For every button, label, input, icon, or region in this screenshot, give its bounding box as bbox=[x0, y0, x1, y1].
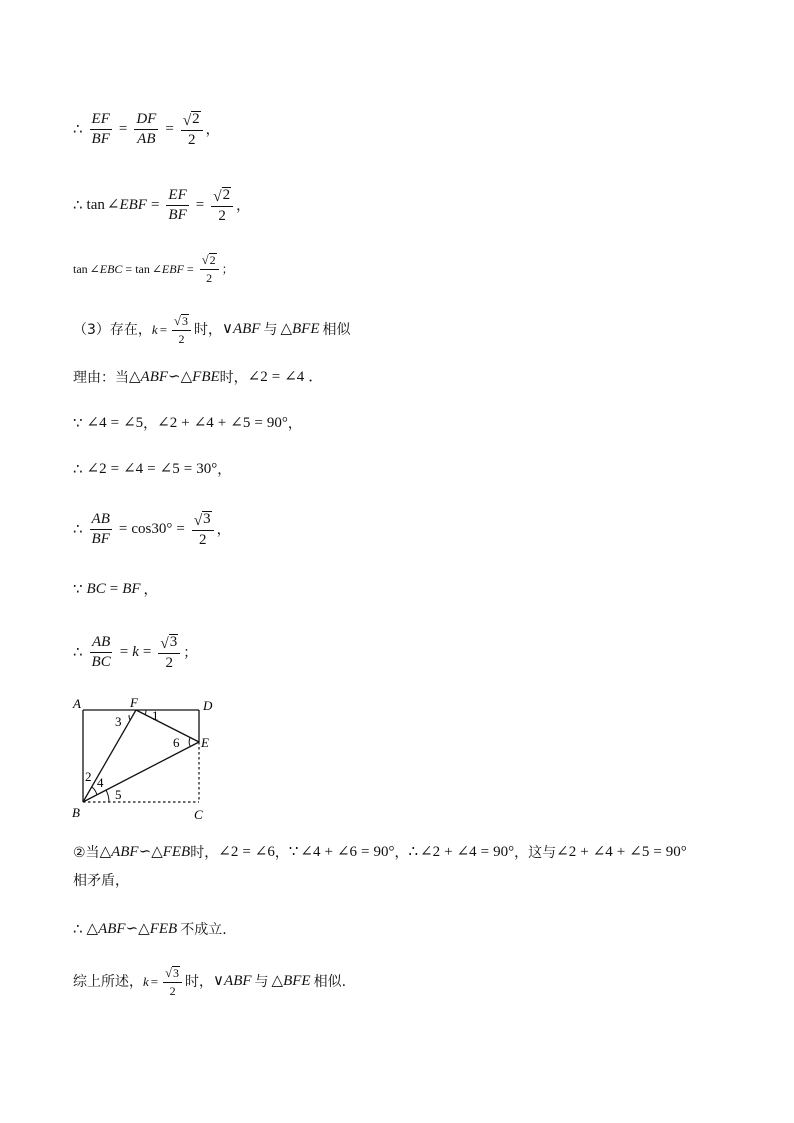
geometry-figure bbox=[66, 692, 226, 827]
angle-name: EBC bbox=[99, 261, 123, 276]
punctuation: ． bbox=[308, 369, 324, 385]
line-tan-ebc bbox=[73, 253, 234, 284]
punctuation: ， bbox=[236, 197, 251, 214]
fraction-df-ab bbox=[134, 112, 158, 149]
triangle-name: BFE bbox=[292, 321, 320, 338]
point-label-a: A bbox=[73, 696, 81, 711]
plus-sign: + bbox=[181, 415, 190, 431]
denominator: 2 bbox=[218, 207, 226, 224]
equals-sign: = bbox=[147, 461, 156, 477]
plus-sign: + bbox=[444, 844, 453, 860]
number-value: 90 bbox=[665, 844, 681, 860]
equals-sign: = bbox=[195, 197, 205, 214]
fraction-sqrt3-2 bbox=[163, 966, 182, 997]
fraction-ef-bf bbox=[166, 188, 188, 225]
summary-prefix: 综上所述， bbox=[73, 973, 143, 990]
denominator: BF bbox=[168, 207, 187, 224]
angle-arc-6 bbox=[189, 738, 190, 746]
angle-symbol: ∠ bbox=[336, 844, 350, 860]
therefore-symbol: ∴ bbox=[408, 844, 419, 860]
plus-sign: + bbox=[324, 844, 333, 860]
angle-number: 2 bbox=[230, 844, 239, 860]
numerator: AB bbox=[90, 512, 112, 531]
triangle-name: ABF bbox=[224, 973, 252, 990]
sqrt-expression bbox=[163, 966, 182, 983]
denominator: 2 bbox=[206, 270, 213, 285]
angle-symbol: ∠ bbox=[159, 461, 173, 477]
angle-label-6: 6 bbox=[173, 735, 180, 750]
equals-sign: = bbox=[150, 974, 159, 990]
line-case2 bbox=[73, 845, 687, 860]
angle-symbol: ∠ bbox=[106, 197, 120, 214]
radical-sign: √ bbox=[193, 511, 203, 529]
line-therefore-30 bbox=[73, 462, 231, 477]
number-value: 30 bbox=[151, 521, 167, 538]
plus-sign: + bbox=[616, 844, 626, 860]
equals-sign: = bbox=[165, 121, 174, 138]
triangle-symbol: △ bbox=[86, 921, 99, 937]
angle-name: EBF bbox=[119, 197, 147, 214]
cos-function: cos bbox=[131, 521, 152, 538]
angle-symbol: ∠ bbox=[556, 844, 569, 860]
triangle-symbol: △ bbox=[180, 369, 193, 385]
radical-sign: √ bbox=[213, 187, 222, 205]
angle-number: 5 bbox=[641, 844, 650, 860]
angle-number: 4 bbox=[296, 369, 305, 385]
denominator: 2 bbox=[178, 331, 185, 346]
radicand: 3 bbox=[203, 511, 211, 527]
radical-sign: √ bbox=[165, 966, 173, 980]
line-because-angles bbox=[73, 416, 302, 431]
fraction-ef-bf bbox=[90, 112, 112, 149]
equals-sign: = bbox=[176, 521, 185, 538]
angle-number: 2 bbox=[169, 415, 178, 431]
number-value: 30 bbox=[196, 461, 212, 477]
segment-name: BC bbox=[86, 581, 106, 597]
line-tan-ebf bbox=[73, 187, 250, 225]
line-bc-bf bbox=[73, 582, 158, 597]
point-label-f: F bbox=[130, 695, 138, 710]
denominator: BF bbox=[91, 531, 110, 548]
angle-number: 4 bbox=[605, 844, 613, 860]
line-summary bbox=[73, 966, 346, 997]
denominator: 2 bbox=[198, 531, 207, 548]
equals-sign: = bbox=[361, 844, 370, 860]
sqrt-expression bbox=[181, 111, 203, 131]
equals-sign: = bbox=[110, 415, 120, 431]
nabla-symbol: ∨ bbox=[213, 973, 225, 990]
fraction-ab-bf bbox=[90, 512, 112, 549]
angle-symbol: ∠ bbox=[300, 844, 313, 860]
tan-function: tan bbox=[73, 261, 88, 276]
angle-symbol: ∠ bbox=[86, 415, 100, 431]
angle-symbol: ∠ bbox=[284, 369, 297, 385]
equals-sign: = bbox=[109, 581, 119, 597]
line-ab-bc-k bbox=[73, 634, 197, 672]
tan-function: tan bbox=[86, 197, 105, 214]
similar-symbol: ∽ bbox=[125, 921, 139, 937]
text-when: 时， bbox=[193, 321, 222, 338]
numerator: EF bbox=[166, 188, 188, 207]
angle-symbol: ∠ bbox=[193, 415, 207, 431]
angle-symbol: ∠ bbox=[230, 415, 243, 431]
angle-symbol: ∠ bbox=[151, 261, 162, 276]
segment-name: BF bbox=[122, 581, 141, 597]
fraction-ab-bc bbox=[90, 635, 113, 672]
degree-symbol: ° bbox=[281, 415, 288, 431]
angle-symbol: ∠ bbox=[157, 415, 170, 431]
angle-arc-5 bbox=[106, 790, 109, 802]
point-label-b: B bbox=[72, 805, 80, 820]
punctuation: ， bbox=[394, 844, 409, 861]
angle-label-1: 1 bbox=[152, 708, 159, 723]
angle-symbol: ∠ bbox=[420, 844, 433, 860]
angle-number: 2 bbox=[99, 461, 107, 477]
angle-number: 2 bbox=[432, 844, 441, 860]
radical-sign: √ bbox=[160, 634, 169, 652]
equals-sign: = bbox=[118, 121, 128, 138]
angle-label-4: 4 bbox=[97, 775, 104, 790]
therefore-symbol: ∴ bbox=[73, 520, 83, 539]
angle-symbol: ∠ bbox=[247, 369, 261, 385]
angle-number: 5 bbox=[135, 415, 144, 431]
denominator: 2 bbox=[187, 131, 196, 148]
triangle-symbol: △ bbox=[129, 369, 141, 385]
equals-sign: = bbox=[142, 644, 152, 661]
radical-sign: √ bbox=[201, 253, 209, 267]
triangle-name: ABF bbox=[232, 321, 261, 338]
denominator: 2 bbox=[169, 983, 176, 998]
angle-number: 2 bbox=[568, 844, 577, 860]
triangle-name: FEB bbox=[149, 921, 178, 937]
numerator: DF bbox=[134, 112, 158, 131]
line-ab-bf-cos bbox=[73, 511, 231, 549]
degree-symbol: ° bbox=[388, 844, 395, 860]
angle-name: EBF bbox=[161, 261, 184, 276]
denominator: BF bbox=[91, 131, 110, 148]
radical-sign: √ bbox=[174, 314, 181, 328]
number-value: 90 bbox=[373, 844, 389, 860]
angle-label-5: 5 bbox=[115, 787, 122, 802]
text-similar-end: 相似. bbox=[313, 973, 347, 990]
angle-number: 6 bbox=[349, 844, 358, 860]
triangle-symbol: △ bbox=[280, 321, 292, 338]
variable-k: k bbox=[151, 322, 158, 338]
angle-symbol: ∠ bbox=[629, 844, 642, 860]
degree-symbol: ° bbox=[680, 844, 687, 860]
angle-number: 4 bbox=[99, 415, 107, 431]
punctuation: ， bbox=[143, 581, 158, 598]
variable-k: k bbox=[132, 644, 139, 661]
case2-prefix: ②当 bbox=[73, 844, 100, 861]
text-when: 时， bbox=[190, 844, 219, 861]
angle-arc-1 bbox=[145, 710, 146, 715]
degree-symbol: ° bbox=[211, 461, 218, 477]
sqrt-expression bbox=[211, 187, 233, 207]
radicand: 3 bbox=[169, 634, 178, 650]
radicand: 2 bbox=[209, 253, 216, 267]
reason-prefix: 理由：当 bbox=[73, 369, 129, 386]
equals-sign: = bbox=[271, 369, 281, 385]
sqrt-expression bbox=[172, 314, 191, 331]
radicand: 3 bbox=[181, 314, 188, 328]
fraction-sqrt3-2 bbox=[158, 634, 180, 672]
number-value: 90 bbox=[266, 415, 282, 431]
triangle-name: ABF bbox=[98, 921, 126, 937]
text-when: 时， bbox=[219, 369, 248, 386]
radicand: 3 bbox=[173, 966, 180, 980]
variable-k: k bbox=[143, 974, 149, 990]
fraction-sqrt2-2 bbox=[200, 253, 219, 284]
denominator: BC bbox=[91, 654, 111, 671]
text-contradict-with: ，这与 bbox=[514, 844, 557, 861]
similar-symbol: ∽ bbox=[168, 369, 181, 385]
angle-symbol: ∠ bbox=[218, 844, 231, 860]
equals-sign: = bbox=[186, 261, 194, 276]
therefore-symbol: ∴ bbox=[73, 920, 83, 938]
point-label-d: D bbox=[203, 698, 213, 713]
angle-number: 4 bbox=[469, 844, 477, 860]
triangle-name: FBE bbox=[192, 369, 220, 385]
equals-sign: = bbox=[183, 461, 193, 477]
because-symbol: ∵ bbox=[73, 414, 83, 432]
degree-symbol: ° bbox=[166, 521, 173, 538]
plus-sign: + bbox=[580, 844, 589, 860]
equals-sign: = bbox=[254, 415, 263, 431]
line-ratio-ef-bf bbox=[73, 111, 220, 149]
fraction-sqrt2-2 bbox=[181, 111, 203, 149]
punctuation: ， bbox=[143, 415, 158, 432]
angle-symbol: ∠ bbox=[254, 844, 268, 860]
angle-number: 2 bbox=[260, 369, 268, 385]
text-similar: 相似 bbox=[322, 321, 351, 338]
triangle-name: ABF bbox=[111, 844, 139, 860]
therefore-symbol: ∴ bbox=[73, 196, 83, 215]
punctuation: ， bbox=[287, 415, 302, 432]
text-contradiction: 相矛盾， bbox=[73, 873, 129, 889]
angle-label-2: 2 bbox=[85, 769, 92, 784]
because-symbol: ∵ bbox=[288, 844, 299, 860]
punctuation: ； bbox=[183, 644, 198, 661]
similar-symbol: ∽ bbox=[138, 844, 152, 860]
angle-symbol: ∠ bbox=[89, 261, 100, 276]
punctuation: ； bbox=[221, 261, 234, 276]
equals-sign: = bbox=[118, 521, 128, 538]
triangle-symbol: △ bbox=[151, 844, 163, 860]
text-not-hold: 不成立. bbox=[180, 921, 227, 938]
punctuation: ， bbox=[216, 521, 231, 538]
punctuation: ， bbox=[217, 461, 232, 478]
line-reason bbox=[73, 370, 323, 385]
angle-symbol: ∠ bbox=[86, 461, 100, 477]
fraction-sqrt3-2 bbox=[192, 511, 214, 549]
text-and: 与 bbox=[263, 321, 278, 338]
angle-arc-3 bbox=[129, 715, 130, 720]
fraction-sqrt3-2 bbox=[172, 314, 191, 345]
denominator: 2 bbox=[165, 654, 173, 671]
equals-sign: = bbox=[119, 644, 129, 661]
triangle-name: ABF bbox=[140, 369, 169, 385]
equals-sign: = bbox=[480, 844, 490, 860]
radicand: 2 bbox=[222, 187, 231, 203]
sqrt-expression bbox=[200, 253, 219, 270]
triangle-symbol: △ bbox=[99, 844, 112, 860]
point-label-e: E bbox=[201, 735, 209, 750]
numerator: AB bbox=[90, 635, 112, 654]
equals-sign: = bbox=[653, 844, 662, 860]
sqrt-expression bbox=[192, 511, 214, 531]
line-contradiction bbox=[73, 874, 129, 888]
therefore-symbol: ∴ bbox=[73, 460, 83, 478]
equals-sign: = bbox=[150, 197, 160, 214]
nabla-symbol: ∨ bbox=[221, 321, 233, 338]
numerator: EF bbox=[90, 112, 112, 131]
angle-number: 4 bbox=[206, 415, 214, 431]
equals-sign: = bbox=[242, 844, 251, 860]
angle-symbol: ∠ bbox=[123, 461, 136, 477]
triangle-symbol: △ bbox=[271, 973, 284, 990]
punctuation: ， bbox=[205, 121, 220, 138]
plus-sign: + bbox=[217, 415, 227, 431]
equals-sign: = bbox=[125, 261, 133, 276]
angle-number: 6 bbox=[267, 844, 275, 860]
angle-number: 4 bbox=[135, 461, 144, 477]
tan-function: tan bbox=[135, 261, 150, 276]
angle-symbol: ∠ bbox=[123, 415, 136, 431]
angle-symbol: ∠ bbox=[592, 844, 606, 860]
fraction-sqrt2-2 bbox=[211, 187, 233, 225]
radical-sign: √ bbox=[182, 111, 192, 129]
angle-label-3: 3 bbox=[115, 714, 122, 729]
part3-prefix: （3）存在， bbox=[73, 321, 152, 338]
because-symbol: ∵ bbox=[73, 580, 83, 598]
line-not-hold bbox=[73, 922, 227, 937]
equals-sign: = bbox=[110, 461, 120, 477]
number-value: 90 bbox=[493, 844, 509, 860]
sqrt-expression bbox=[158, 634, 180, 654]
text-and: 与 bbox=[254, 973, 269, 990]
line-part3-statement bbox=[73, 314, 351, 345]
point-label-c: C bbox=[194, 807, 203, 822]
therefore-symbol: ∴ bbox=[73, 120, 83, 139]
radicand: 2 bbox=[192, 111, 200, 127]
therefore-symbol: ∴ bbox=[73, 643, 83, 662]
text-when: 时， bbox=[185, 973, 214, 990]
punctuation: ， bbox=[274, 844, 289, 861]
angle-number: 4 bbox=[312, 844, 321, 860]
angle-symbol: ∠ bbox=[456, 844, 470, 860]
degree-symbol: ° bbox=[508, 844, 515, 860]
triangle-symbol: △ bbox=[138, 921, 150, 937]
triangle-name: FEB bbox=[162, 844, 191, 860]
angle-number: 5 bbox=[172, 461, 180, 477]
denominator: AB bbox=[137, 131, 156, 148]
equals-sign: = bbox=[159, 322, 168, 338]
angle-number: 5 bbox=[242, 415, 251, 431]
triangle-name: BFE bbox=[283, 973, 311, 990]
